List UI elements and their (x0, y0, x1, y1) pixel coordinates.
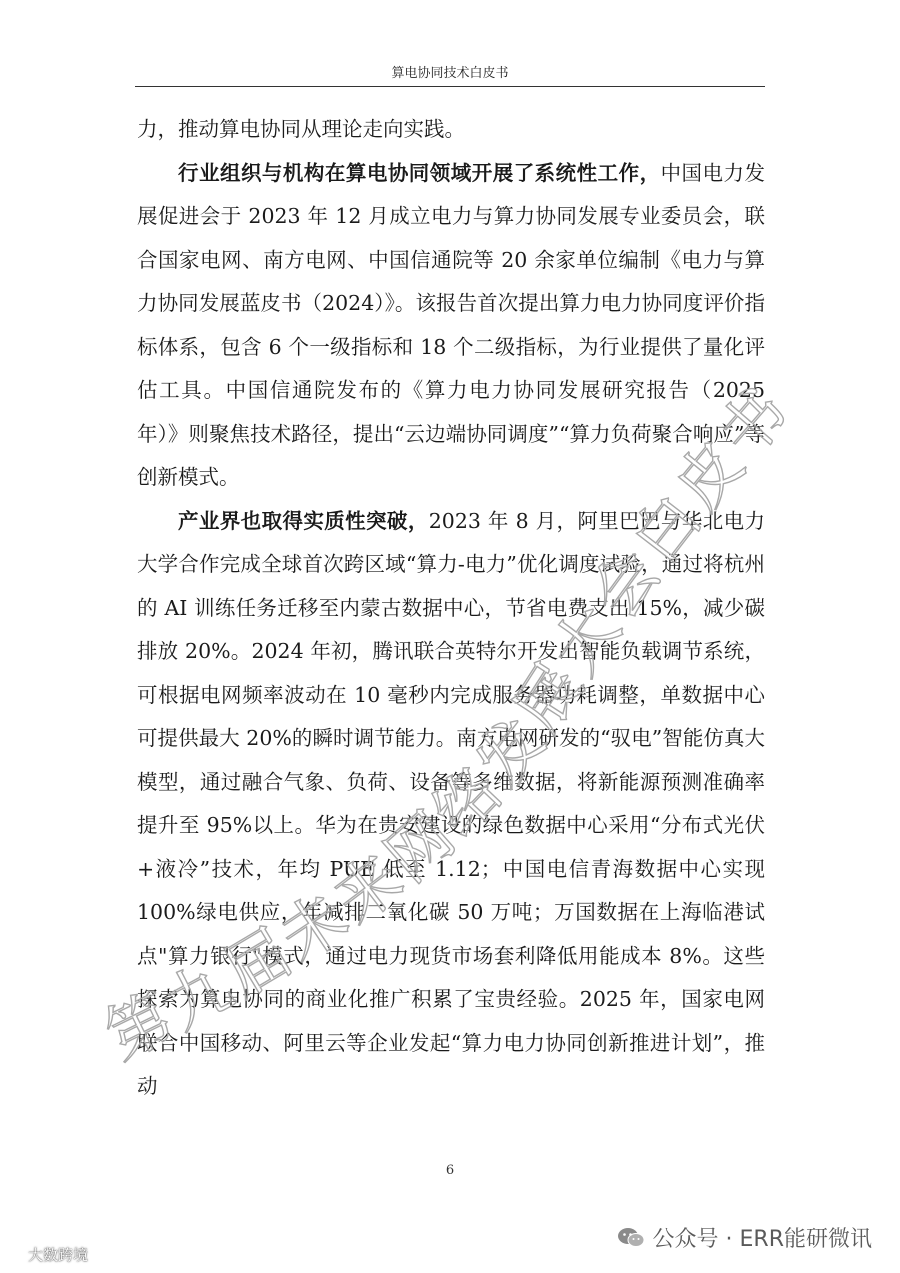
paragraph-3-lead: 产业界也取得实质性突破， (178, 508, 429, 533)
paragraph-2-lead: 行业组织与机构在算电协同领域开展了系统性工作， (178, 160, 661, 185)
paragraph-3 (137, 500, 765, 1109)
page-number: 6 (445, 1163, 455, 1178)
paragraph-2-text: 中国电力发展促进会于 2023 年 12 月成立电力与算力协同发展专业委员会，联合国家电网、南方电网、中国信通院等 20 余家单位编制《电力与算力协同发展蓝皮书（2024）》。该报告首次提出算力电力协同度评价指标体系，包含 6 个一级指标和 18 个二级指标，为行业提供了量化评估工具。中国信通院发布的《算力电力协同发展研究报告（2025 年）》则聚焦技术路径，提出“云边端协同调度”“算力负荷聚合响应”等创新模式。 (137, 160, 766, 489)
footer-account-text: 公众号 · ERR能研微讯 (652, 1227, 872, 1252)
paragraph-1-text: 力，推动算电协同从理论走向实践。 (137, 117, 465, 141)
running-header: 算电协同技术白皮书 (391, 66, 509, 81)
footer-source (6, 1244, 88, 1265)
paragraph-1 (137, 108, 765, 152)
paragraph-3-text: 2023 年 8 月，阿里巴巴与华北电力大学合作完成全球首次跨区域“算力-电力”优化调度试验，通过将杭州的 AI 训练任务迁移至内蒙古数据中心，节省电费支出 15%，减少碳排放 20%。2024 年初，腾讯联合英特尔开发出智能负载调节系统，可根据电网频率波动在 10 毫秒内完成服务器功耗调整，单数据中心可提供最大 20%的瞬时调节能力。南方电网研发的“驭电”智能仿真大模型，通过融合气象、负荷、设备等多维数据，将新能源预测准确率提升至 95%以上。华为在贵安建设的绿色数据中心采用“分布式光伏+液冷”技术，年均 PUE 低至 1.12；中国电信青海数据中心实现 100%绿电供应，年减排二氧化碳 50 万吨；万国数据在上海临港试点"算力银行"模式，通过电力现货市场套利降低用能成本 8%。这些探索为算电协同的商业化推广积累了宝贵经验。2025 年，国家电网联合中国移动、阿里云等企业发起“算力电力协同创新推进计划”，推动 (137, 508, 766, 1098)
body-text (137, 108, 765, 1109)
paragraph-2 (137, 152, 765, 500)
logo-icon (6, 1246, 24, 1264)
watermark-text: 第九届未来网络发展大会白皮书 (94, 372, 806, 1075)
footer-source-text: 大数跨境 (28, 1246, 89, 1264)
header-rule (135, 86, 765, 87)
footer-account[interactable] (617, 1222, 872, 1253)
wechat-icon (617, 1226, 645, 1250)
